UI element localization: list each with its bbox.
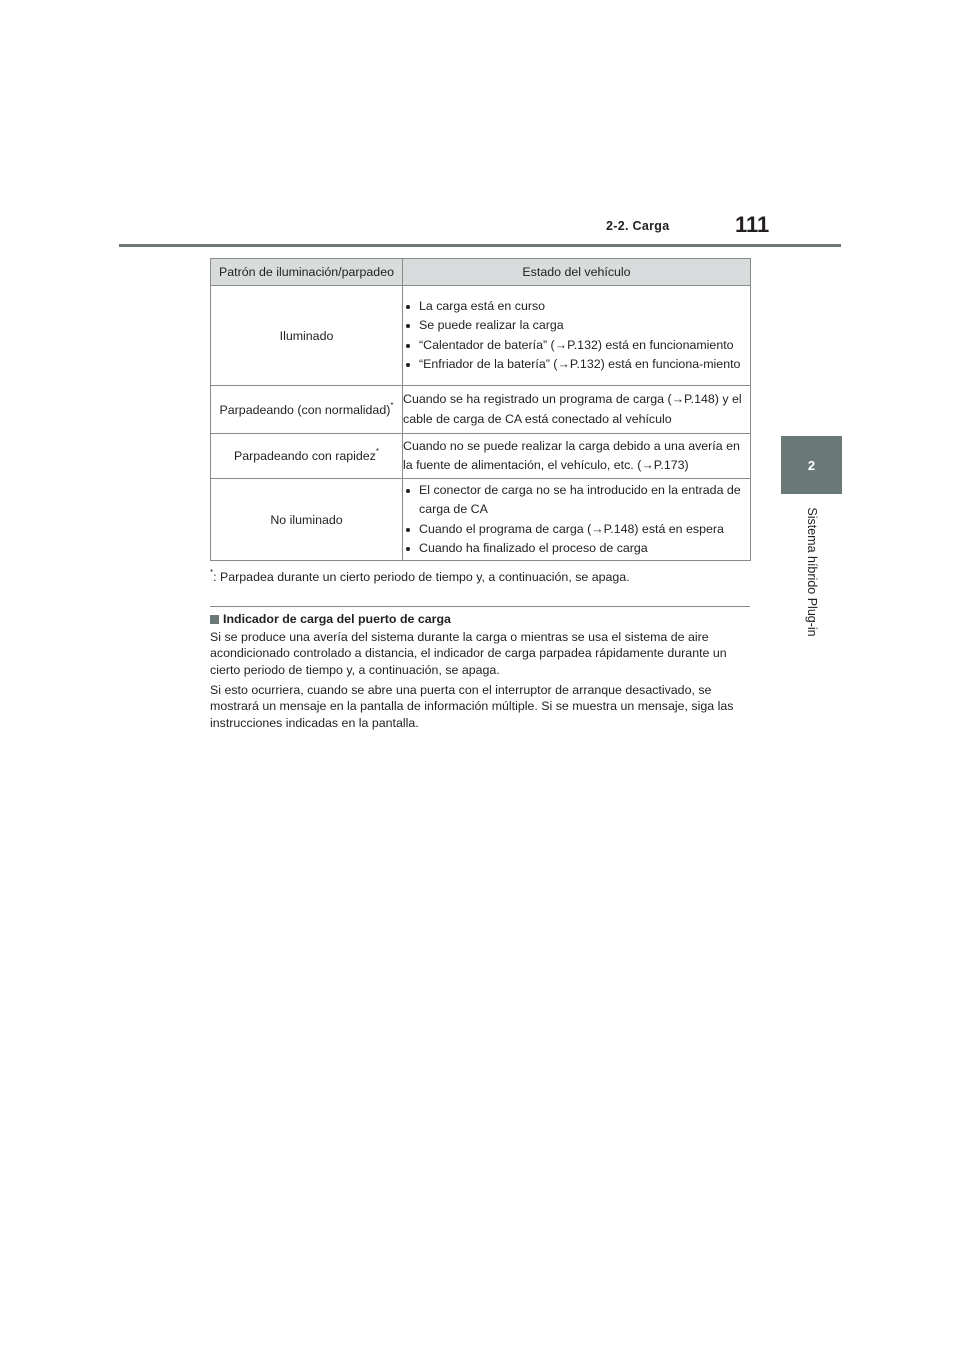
status-cell [403, 286, 751, 386]
square-bullet-icon [210, 615, 219, 624]
status-cell [403, 479, 751, 561]
page-number: 111 [735, 212, 770, 237]
table-header-pattern: Patrón de iluminación/parpadeo [211, 259, 403, 286]
chapter-number: 2 [807, 457, 816, 473]
list-item: El conector de carga no se ha introducido en la entrada de carga de CA [403, 481, 750, 520]
indicator-table [210, 258, 751, 561]
pattern-cell [211, 434, 403, 479]
table-row [211, 386, 751, 434]
table-footnote [210, 570, 630, 584]
paragraph: Si esto ocurriera, cuando se abre una puerta con el interruptor de arranque desactivado, se mostrará un mensaje en la pantalla de información múltiple. Si se muestra un mensaje, siga las instrucciones indicadas en la pantalla. [210, 683, 734, 730]
pattern-cell: No iluminado [211, 479, 403, 561]
list-item: Cuando el programa de carga (→P.148) está en espera [403, 520, 750, 540]
chapter-label: Sistema híbrido Plug-in [805, 507, 819, 637]
pattern-label: Parpadeando (con normalidad) [219, 402, 391, 417]
footnote-marker: * [375, 447, 380, 456]
status-cell: Cuando no se puede realizar la carga debido a una avería en la fuente de alimentación, el vehículo, etc. (→P.173) [403, 434, 751, 479]
table-row [211, 286, 751, 386]
status-cell: Cuando se ha registrado un programa de carga (→P.148) y el cable de carga de CA está conectado al vehículo [403, 386, 751, 434]
footnote-text: : Parpadea durante un cierto periodo de tiempo y, a continuación, se apaga. [213, 570, 630, 584]
section-heading-text: Indicador de carga del puerto de carga [223, 612, 451, 626]
list-item: “Enfriador de la batería” (→P.132) está en funciona-miento [403, 355, 750, 375]
list-item: Cuando ha finalizado el proceso de carga [403, 539, 750, 559]
pattern-cell [211, 386, 403, 434]
list-item: “Calentador de batería” (→P.132) está en funcionamiento [403, 336, 750, 356]
paragraph: Si se produce una avería del sistema durante la carga o mientras se usa el sistema de aire acondicionado controlado a distancia, el indicador de carga parpadea rápidamente durante un cierto periodo de tiempo y, a continuación, se apaga. [210, 630, 727, 677]
pattern-label: Parpadeando con rapidez [233, 449, 376, 463]
section-divider [210, 606, 750, 607]
table-header-row [211, 259, 751, 286]
footnote-marker: * [210, 568, 214, 577]
pattern-cell: Iluminado [211, 286, 403, 386]
section-heading [210, 612, 451, 626]
header-divider [119, 244, 841, 247]
footnote-marker: * [390, 400, 394, 410]
chapter-tab [781, 436, 842, 494]
section-title: 2-2. Carga [606, 219, 670, 233]
list-item: Se puede realizar la carga [403, 316, 750, 336]
table-header-status: Estado del vehículo [403, 259, 751, 286]
list-item: La carga está en curso [403, 297, 750, 317]
table-row [211, 479, 751, 561]
table-row [211, 434, 751, 479]
